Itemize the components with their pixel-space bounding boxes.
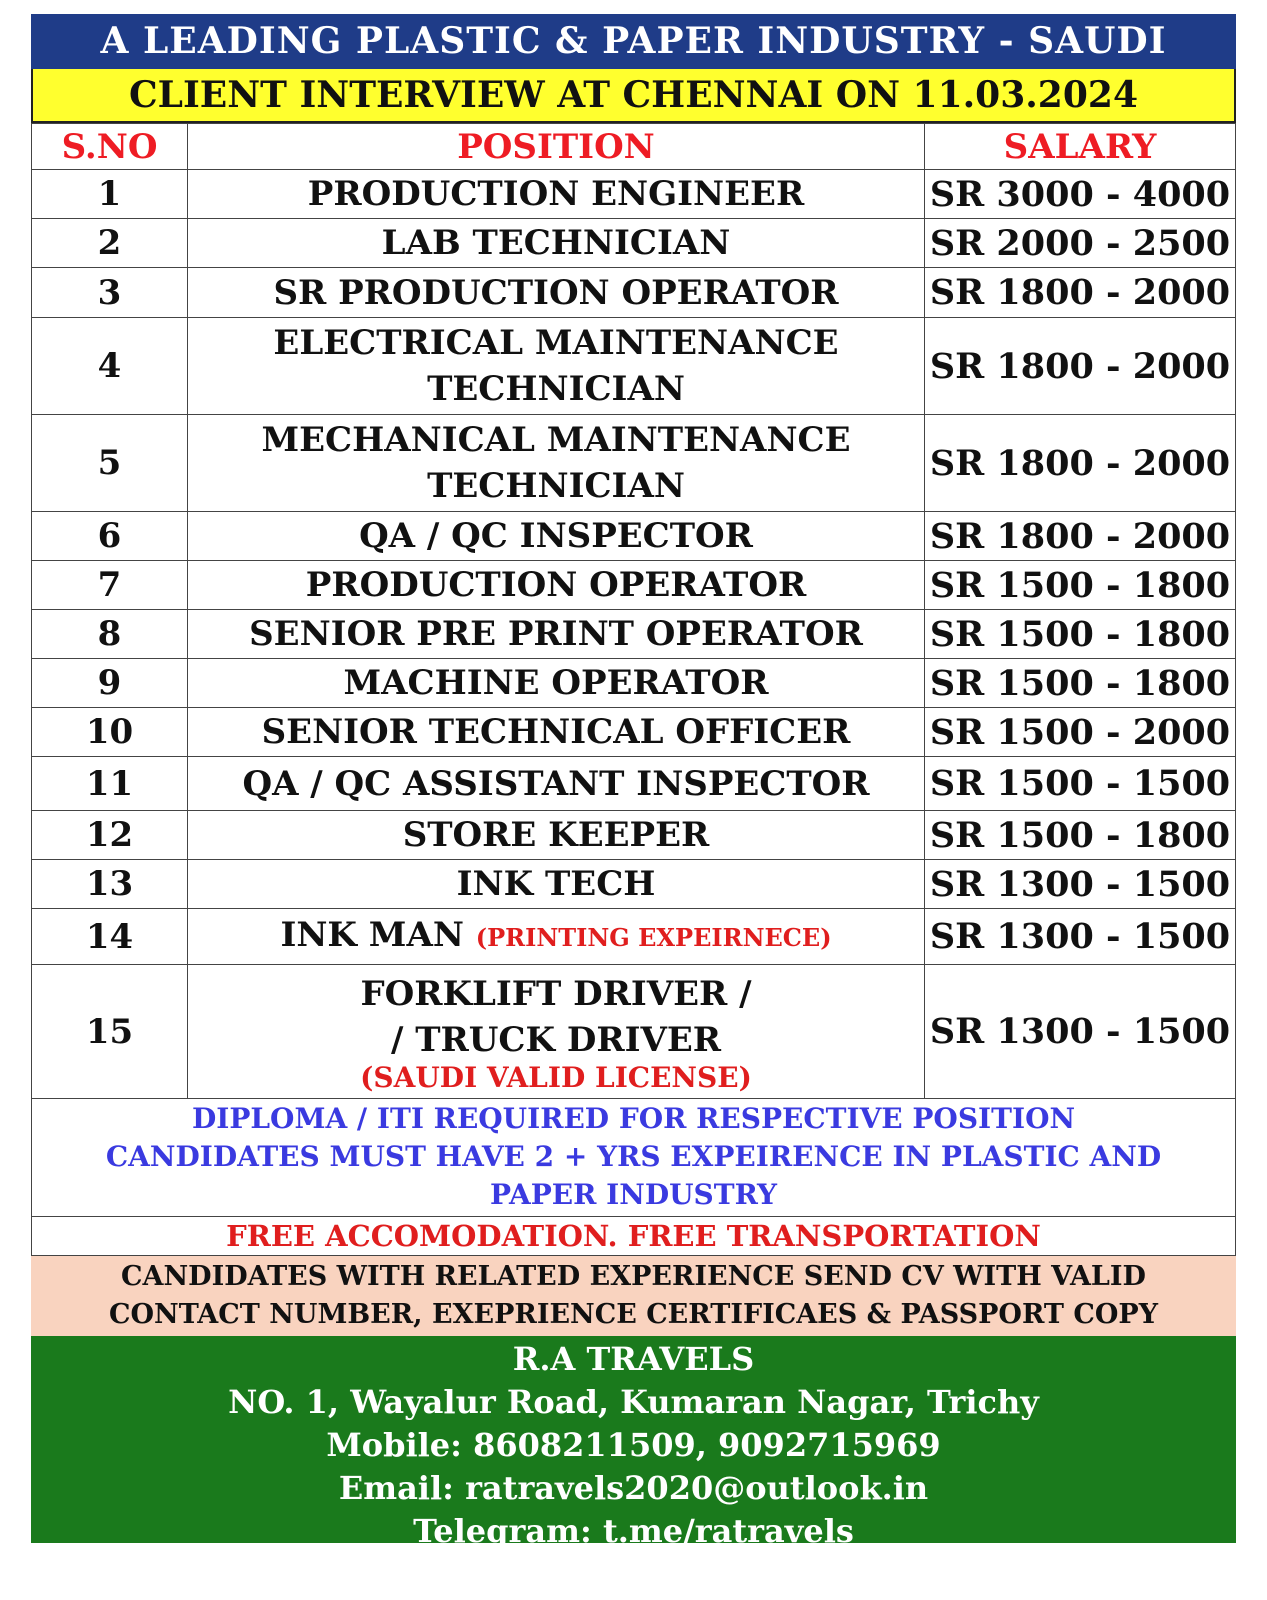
row-position bbox=[188, 909, 925, 965]
row-salary: SR 1500 - 1800 bbox=[925, 811, 1236, 860]
row-sno: 4 bbox=[32, 318, 188, 415]
requirements-line2: CANDIDATES MUST HAVE 2 + YRS EXPEIRENCE IN PLASTIC AND bbox=[105, 1140, 1162, 1173]
interview-subtitle: CLIENT INTERVIEW AT CHENNAI ON 11.03.2024 bbox=[31, 69, 1236, 123]
company-address: NO. 1, Wayalur Road, Kumaran Nagar, Trichy bbox=[228, 1383, 1039, 1421]
row-sno: 12 bbox=[32, 811, 188, 860]
row-sno: 3 bbox=[32, 268, 188, 318]
cv-instructions bbox=[31, 1256, 1236, 1336]
table-row bbox=[32, 909, 1236, 965]
row-position: MACHINE OPERATOR bbox=[188, 659, 925, 708]
row-salary: SR 1300 - 1500 bbox=[925, 909, 1236, 965]
row-salary: SR 1300 - 1500 bbox=[925, 860, 1236, 909]
company-name: R.A TRAVELS bbox=[512, 1340, 755, 1378]
table-row bbox=[32, 757, 1236, 811]
table-row bbox=[32, 415, 1236, 512]
row-position bbox=[188, 318, 925, 415]
row-sno: 9 bbox=[32, 659, 188, 708]
row-salary: SR 1500 - 1500 bbox=[925, 757, 1236, 811]
row-position bbox=[188, 965, 925, 1099]
row-position-line1: MECHANICAL MAINTENANCE bbox=[261, 420, 851, 460]
row-salary: SR 1800 - 2000 bbox=[925, 415, 1236, 512]
row-position-line2: TECHNICIAN bbox=[427, 466, 685, 506]
row-position-line2: / TRUCK DRIVER bbox=[390, 1019, 722, 1060]
row-position: PRODUCTION OPERATOR bbox=[188, 561, 925, 610]
row-salary: SR 1300 - 1500 bbox=[925, 965, 1236, 1099]
contact-email: Email: ratravels2020@outlook.in bbox=[338, 1469, 929, 1507]
row-position: INK TECH bbox=[188, 860, 925, 909]
contact-mobile: Mobile: 8608211509, 9092715969 bbox=[326, 1426, 941, 1464]
row-sno: 14 bbox=[32, 909, 188, 965]
table-row bbox=[32, 561, 1236, 610]
row-sno: 7 bbox=[32, 561, 188, 610]
row-salary: SR 1800 - 2000 bbox=[925, 512, 1236, 561]
row-position: SR PRODUCTION OPERATOR bbox=[188, 268, 925, 318]
row-salary: SR 1500 - 1800 bbox=[925, 610, 1236, 659]
row-position-text: INK MAN bbox=[280, 915, 464, 955]
requirements-line3: PAPER INDUSTRY bbox=[490, 1178, 777, 1211]
row-position: STORE KEEPER bbox=[188, 811, 925, 860]
row-sno: 15 bbox=[32, 965, 188, 1099]
job-poster bbox=[31, 14, 1236, 1550]
table-row bbox=[32, 965, 1236, 1099]
requirements-block bbox=[31, 1099, 1236, 1217]
row-sno: 10 bbox=[32, 708, 188, 757]
row-position: QA / QC INSPECTOR bbox=[188, 512, 925, 561]
table-row bbox=[32, 811, 1236, 860]
table-row bbox=[32, 708, 1236, 757]
row-position: LAB TECHNICIAN bbox=[188, 219, 925, 268]
row-position-line1: FORKLIFT DRIVER / bbox=[360, 973, 752, 1014]
cv-line1: CANDIDATES WITH RELATED EXPERIENCE SEND CV WITH VALID bbox=[121, 1261, 1146, 1292]
row-sno: 13 bbox=[32, 860, 188, 909]
row-sno: 8 bbox=[32, 610, 188, 659]
col-header-salary: SALARY bbox=[925, 124, 1236, 170]
table-row bbox=[32, 219, 1236, 268]
contact-footer bbox=[31, 1336, 1236, 1550]
experience-note: (PRINTING EXPEIRNECE) bbox=[475, 923, 832, 952]
row-salary: SR 1800 - 2000 bbox=[925, 318, 1236, 415]
col-header-position: POSITION bbox=[188, 124, 925, 170]
row-sno: 11 bbox=[32, 757, 188, 811]
table-row bbox=[32, 318, 1236, 415]
row-sno: 6 bbox=[32, 512, 188, 561]
table-row bbox=[32, 659, 1236, 708]
row-salary: SR 1500 - 2000 bbox=[925, 708, 1236, 757]
row-position-line2: TECHNICIAN bbox=[427, 369, 685, 409]
row-salary: SR 3000 - 4000 bbox=[925, 170, 1236, 219]
license-note: (SAUDI VALID LICENSE) bbox=[360, 1060, 752, 1094]
poster-title: A LEADING PLASTIC & PAPER INDUSTRY - SAUDI bbox=[31, 14, 1236, 69]
table-row bbox=[32, 860, 1236, 909]
table-row bbox=[32, 512, 1236, 561]
row-salary: SR 1500 - 1800 bbox=[925, 659, 1236, 708]
table-header-row bbox=[32, 124, 1236, 170]
table-row bbox=[32, 170, 1236, 219]
row-position: SENIOR TECHNICAL OFFICER bbox=[188, 708, 925, 757]
row-position bbox=[188, 415, 925, 512]
table-row bbox=[32, 610, 1236, 659]
row-sno: 2 bbox=[32, 219, 188, 268]
cv-line2: CONTACT NUMBER, EXEPRIENCE CERTIFICAES & PASSPORT COPY bbox=[109, 1299, 1158, 1330]
benefits-line: FREE ACCOMODATION. FREE TRANSPORTATION bbox=[31, 1217, 1236, 1256]
row-position: SENIOR PRE PRINT OPERATOR bbox=[188, 610, 925, 659]
table-row bbox=[32, 268, 1236, 318]
row-sno: 1 bbox=[32, 170, 188, 219]
positions-table bbox=[31, 123, 1236, 1099]
col-header-sno: S.NO bbox=[32, 124, 188, 170]
row-sno: 5 bbox=[32, 415, 188, 512]
row-position-line1: ELECTRICAL MAINTENANCE bbox=[273, 323, 839, 363]
row-salary: SR 1500 - 1800 bbox=[925, 561, 1236, 610]
row-position: QA / QC ASSISTANT INSPECTOR bbox=[188, 757, 925, 811]
row-position: PRODUCTION ENGINEER bbox=[188, 170, 925, 219]
row-salary: SR 2000 - 2500 bbox=[925, 219, 1236, 268]
requirements-line1: DIPLOMA / ITI REQUIRED FOR RESPECTIVE POSITION bbox=[191, 1102, 1076, 1135]
contact-telegram: Telegram: t.me/ratravels bbox=[413, 1512, 854, 1550]
row-salary: SR 1800 - 2000 bbox=[925, 268, 1236, 318]
